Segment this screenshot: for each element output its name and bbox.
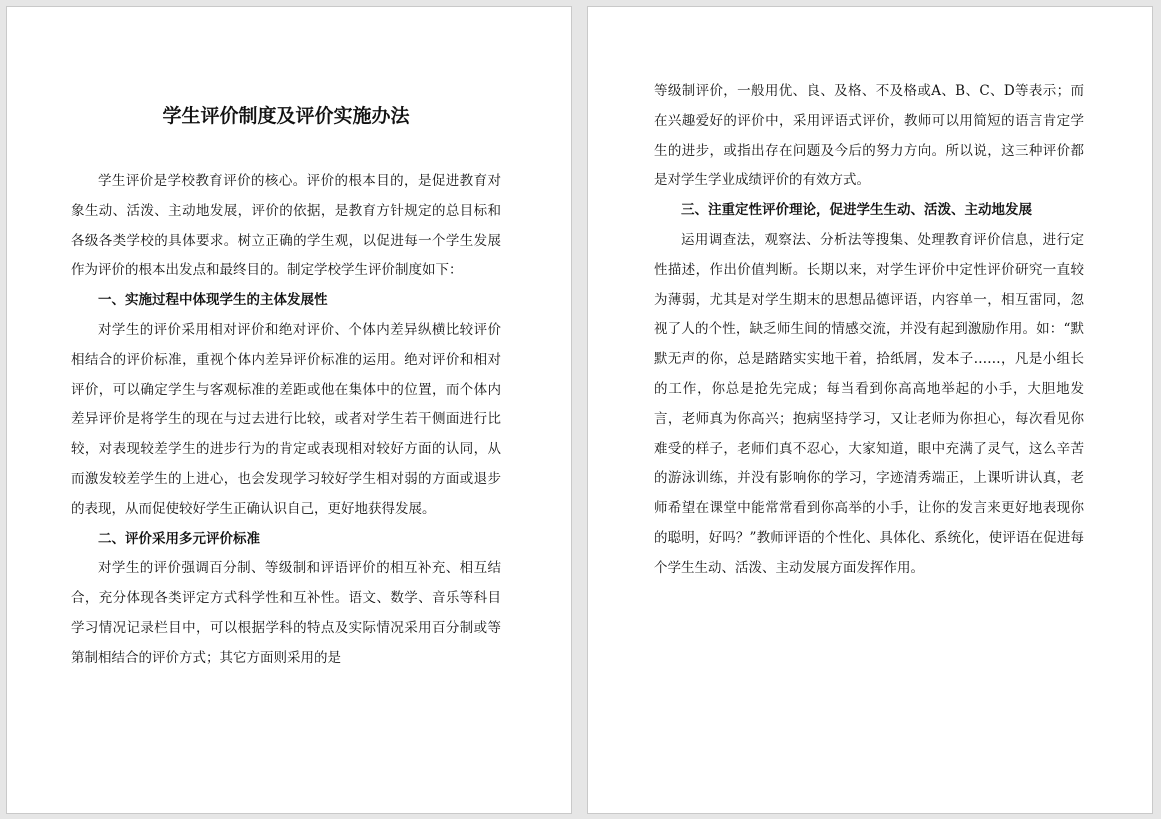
section-heading-1: 一、实施过程中体现学生的主体发展性 <box>98 292 328 309</box>
section-1-paragraph: 对学生的评价采用相对评价和绝对评价、个体内差异纵横比较评价相结合的评价标准，重视个体内差异评价标准的运用。绝对评价和相对评价，可以确定学生与客观标准的差距或他在集体中的位置，而个体内差异评价是将学生的现在与过去进行比较，或者对学生若干侧面进行比较，对表现较差学生的进步行为的肯定或表现相对较好方面的认同，从而激发较差学生的上进心，也会发现学习较好学生相对弱的方面或退步的表现，从而促使较好学生正确认识自己，更好地获得发展。 <box>71 321 501 517</box>
section-heading-3: 三、注重定性评价理论，促进学生生动、活泼、主动地发展 <box>681 202 1032 219</box>
section-3-paragraph: 运用调查法，观察法、分析法等搜集、处理教育评价信息，进行定性描述，作出价值判断。长期以来，对学生评价中定性评价研究一直较为薄弱，尤其是对学生期末的思想品德评语，内容单一，相互雷同，忽视了人的个性，缺乏师生间的情感交流，并没有起到激励作用。如：“默默无声的你，总是踏踏实实地干着，拾纸屑，发本子……，凡是小组长的工作，你总是抢先完成；每当看到你高高地举起的小手，大胆地发言，老师真为你高兴；抱病坚持学习，又让老师为你担心，每次看见你难受的样子，老师们真不忍心，大家知道，眼中充满了灵气，这么辛苦的游泳训练，并没有影响你的学习，字迹清秀端正，上课听讲认真，老师希望在课堂中能常常看到你高举的小手，让你的发言来更好地表现你的聪明，好吗？”教师评语的个性化、具体化、系统化，使评语在促进每个学生生动、活泼、主动发展方面发挥作用。 <box>654 231 1084 576</box>
section-2-paragraph: 对学生的评价强调百分制、等级制和评语评价的相互补充、相互结合，充分体现各类评定方式科学性和互补性。语文、数学、音乐等科目学习情况记录栏目中，可以根据学科的特点及实际情况采用百分制或等第制相结合的评价方式；其它方面则采用的是 <box>71 560 501 666</box>
section-2-paragraph-continued: 等级制评价，一般用优、良、及格、不及格或A、B、C、D等表示；而在兴趣爱好的评价中，采用评语式评价，教师可以用简短的语言肯定学生的进步，或指出存在问题及今后的努力方向。所以说，这三种评价都是对学生学业成绩评价的有效方式。 <box>654 83 1084 189</box>
document-page-1 <box>6 6 572 814</box>
document-page-2 <box>587 6 1153 814</box>
page-2-body <box>654 77 1084 584</box>
document-title: 学生评价制度及评价实施办法 <box>162 105 410 127</box>
section-heading-2: 二、评价采用多元评价标准 <box>98 530 260 547</box>
intro-paragraph: 学生评价是学校教育评价的核心。评价的根本目的，是促进教育对象生动、活泼、主动地发展，评价的依据，是教育方针规定的总目标和各级各类学校的具体要求。树立正确的学生观，以促进每一个学生发展作为评价的根本出发点和最终目的。制定学校学生评价制度如下： <box>71 173 501 279</box>
page-1-body <box>71 167 501 674</box>
